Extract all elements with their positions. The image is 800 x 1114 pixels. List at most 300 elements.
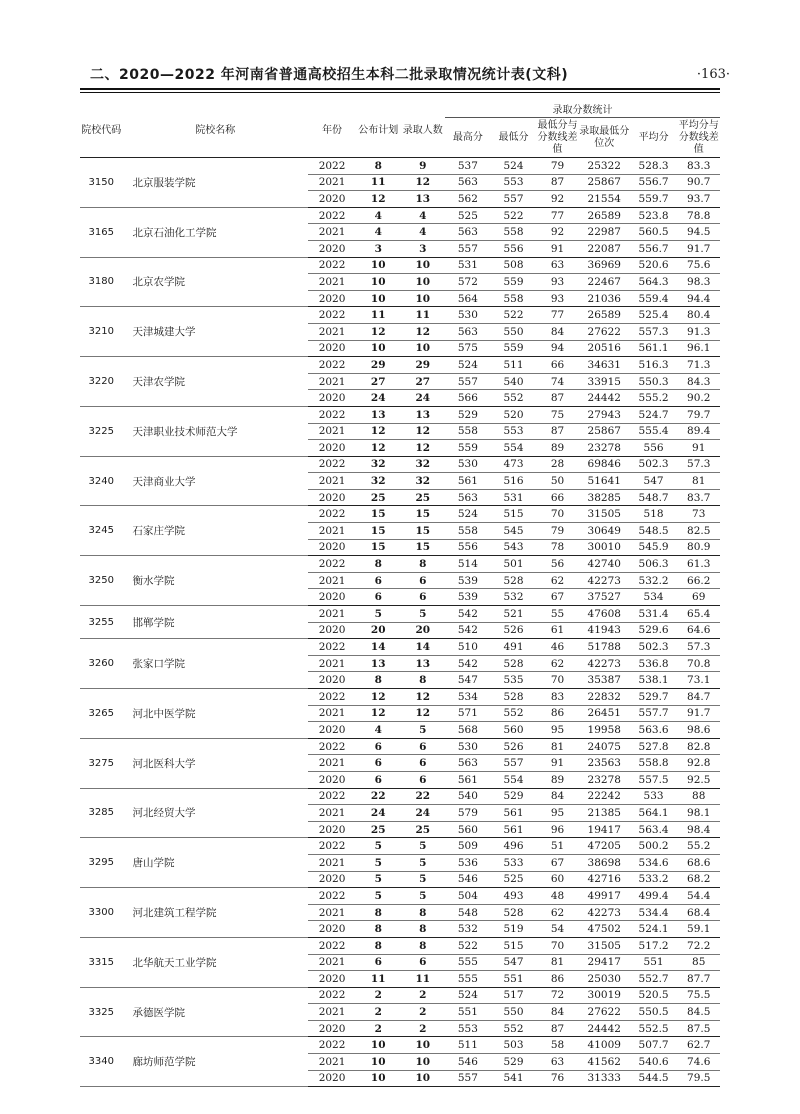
avg-cell: 555.2 (630, 390, 678, 407)
school-code: 3180 (80, 257, 122, 307)
year-cell: 2020 (308, 240, 356, 257)
year-cell: 2020 (308, 539, 356, 556)
min-cell: 557 (491, 191, 537, 208)
admitted-cell: 12 (401, 440, 446, 457)
max-cell: 563 (445, 755, 491, 772)
school-code: 3150 (80, 158, 122, 208)
school-name: 天津城建大学 (122, 307, 308, 357)
avg-cell: 534 (630, 589, 678, 606)
avg-cell: 550.3 (630, 373, 678, 390)
min-cell: 558 (491, 224, 537, 241)
avg-diff-cell: 71.3 (677, 357, 720, 374)
table-row (80, 1037, 720, 1054)
max-cell: 540 (445, 788, 491, 805)
plan-cell: 8 (356, 158, 401, 175)
plan-cell: 6 (356, 738, 401, 755)
min-diff-cell: 50 (536, 473, 578, 490)
plan-cell: 10 (356, 340, 401, 357)
min-cell: 552 (491, 1020, 537, 1037)
col-avg-header: 平均分 (630, 118, 678, 158)
year-cell: 2022 (308, 406, 356, 423)
min-diff-cell: 66 (536, 357, 578, 374)
avg-diff-cell: 91.3 (677, 323, 720, 340)
col-admitted-header: 录取人数 (401, 105, 446, 158)
max-cell: 536 (445, 854, 491, 871)
min-rank-cell: 47608 (579, 606, 630, 623)
table-row (80, 937, 720, 954)
max-cell: 546 (445, 1054, 491, 1071)
avg-cell: 540.6 (630, 1054, 678, 1071)
plan-cell: 22 (356, 788, 401, 805)
min-diff-cell: 91 (536, 755, 578, 772)
avg-diff-cell: 68.6 (677, 854, 720, 871)
admitted-cell: 2 (401, 987, 446, 1004)
avg-diff-cell: 80.4 (677, 307, 720, 324)
max-cell: 557 (445, 373, 491, 390)
table-row (80, 307, 720, 324)
year-cell: 2022 (308, 556, 356, 573)
year-cell: 2021 (308, 904, 356, 921)
col-group-header: 录取分数统计 (445, 105, 720, 118)
school-name: 河北建筑工程学院 (122, 888, 308, 938)
min-rank-cell: 26589 (579, 207, 630, 224)
max-cell: 558 (445, 423, 491, 440)
year-cell: 2020 (308, 672, 356, 689)
min-rank-cell: 22832 (579, 689, 630, 706)
avg-cell: 558.8 (630, 755, 678, 772)
year-cell: 2021 (308, 705, 356, 722)
max-cell: 551 (445, 1004, 491, 1021)
year-cell: 2022 (308, 158, 356, 175)
max-cell: 563 (445, 174, 491, 191)
min-cell: 558 (491, 290, 537, 307)
table-row (80, 357, 720, 374)
year-cell: 2022 (308, 506, 356, 523)
table-row (80, 987, 720, 1004)
min-diff-cell: 84 (536, 1004, 578, 1021)
admitted-cell: 12 (401, 689, 446, 706)
max-cell: 529 (445, 406, 491, 423)
min-cell: 545 (491, 523, 537, 540)
plan-cell: 10 (356, 274, 401, 291)
admitted-cell: 32 (401, 456, 446, 473)
max-cell: 537 (445, 158, 491, 175)
year-cell: 2020 (308, 440, 356, 457)
avg-cell: 520.6 (630, 257, 678, 274)
min-cell: 520 (491, 406, 537, 423)
min-cell: 532 (491, 589, 537, 606)
avg-cell: 547 (630, 473, 678, 490)
plan-cell: 15 (356, 523, 401, 540)
plan-cell: 3 (356, 240, 401, 257)
avg-diff-cell: 93.7 (677, 191, 720, 208)
plan-cell: 2 (356, 1020, 401, 1037)
min-cell: 526 (491, 738, 537, 755)
max-cell: 542 (445, 606, 491, 623)
admitted-cell: 12 (401, 705, 446, 722)
min-cell: 559 (491, 274, 537, 291)
table-row (80, 639, 720, 656)
max-cell: 530 (445, 738, 491, 755)
min-diff-cell: 93 (536, 290, 578, 307)
min-rank-cell: 26589 (579, 307, 630, 324)
min-diff-cell: 67 (536, 854, 578, 871)
min-rank-cell: 26451 (579, 705, 630, 722)
avg-diff-cell: 87.7 (677, 971, 720, 988)
min-diff-cell: 66 (536, 489, 578, 506)
plan-cell: 4 (356, 207, 401, 224)
min-cell: 533 (491, 854, 537, 871)
min-cell: 508 (491, 257, 537, 274)
max-cell: 566 (445, 390, 491, 407)
year-cell: 2022 (308, 357, 356, 374)
plan-cell: 2 (356, 987, 401, 1004)
avg-diff-cell: 75.6 (677, 257, 720, 274)
admission-table (80, 105, 720, 1087)
min-rank-cell: 21036 (579, 290, 630, 307)
avg-cell: 532.2 (630, 572, 678, 589)
admitted-cell: 27 (401, 373, 446, 390)
avg-cell: 518 (630, 506, 678, 523)
min-cell: 522 (491, 307, 537, 324)
min-cell: 503 (491, 1037, 537, 1054)
plan-cell: 6 (356, 589, 401, 606)
school-code: 3315 (80, 937, 122, 987)
school-code: 3250 (80, 556, 122, 606)
school-name: 北京服装学院 (122, 158, 308, 208)
max-cell: 548 (445, 904, 491, 921)
min-rank-cell: 41009 (579, 1037, 630, 1054)
plan-cell: 5 (356, 606, 401, 623)
avg-diff-cell: 84.3 (677, 373, 720, 390)
min-diff-cell: 86 (536, 971, 578, 988)
min-cell: 515 (491, 506, 537, 523)
min-diff-cell: 70 (536, 672, 578, 689)
avg-cell: 556.7 (630, 240, 678, 257)
min-diff-cell: 87 (536, 1020, 578, 1037)
min-diff-cell: 28 (536, 456, 578, 473)
avg-diff-cell: 70.8 (677, 655, 720, 672)
avg-diff-cell: 68.4 (677, 904, 720, 921)
max-cell: 542 (445, 622, 491, 639)
admitted-cell: 10 (401, 1054, 446, 1071)
avg-diff-cell: 64.6 (677, 622, 720, 639)
min-cell: 559 (491, 340, 537, 357)
avg-cell: 560.5 (630, 224, 678, 241)
avg-cell: 561.1 (630, 340, 678, 357)
min-cell: 531 (491, 489, 537, 506)
min-cell: 554 (491, 440, 537, 457)
year-cell: 2022 (308, 937, 356, 954)
col-avg-diff-header: 平均分与分数线差值 (677, 118, 720, 158)
avg-diff-cell: 88 (677, 788, 720, 805)
admitted-cell: 5 (401, 722, 446, 739)
admitted-cell: 5 (401, 606, 446, 623)
year-cell: 2020 (308, 921, 356, 938)
admitted-cell: 25 (401, 489, 446, 506)
min-rank-cell: 31505 (579, 506, 630, 523)
plan-cell: 24 (356, 805, 401, 822)
avg-cell: 563.6 (630, 722, 678, 739)
avg-diff-cell: 84.5 (677, 1004, 720, 1021)
plan-cell: 12 (356, 423, 401, 440)
admitted-cell: 6 (401, 755, 446, 772)
plan-cell: 11 (356, 174, 401, 191)
year-cell: 2020 (308, 622, 356, 639)
avg-cell: 557.3 (630, 323, 678, 340)
year-cell: 2022 (308, 307, 356, 324)
plan-cell: 12 (356, 705, 401, 722)
admitted-cell: 4 (401, 224, 446, 241)
year-cell: 2021 (308, 1004, 356, 1021)
avg-cell: 506.3 (630, 556, 678, 573)
min-diff-cell: 79 (536, 158, 578, 175)
min-rank-cell: 38285 (579, 489, 630, 506)
plan-cell: 8 (356, 937, 401, 954)
avg-diff-cell: 83.3 (677, 158, 720, 175)
min-diff-cell: 79 (536, 523, 578, 540)
avg-diff-cell: 69 (677, 589, 720, 606)
min-cell: 525 (491, 871, 537, 888)
plan-cell: 24 (356, 390, 401, 407)
max-cell: 557 (445, 1070, 491, 1087)
min-cell: 491 (491, 639, 537, 656)
min-diff-cell: 87 (536, 423, 578, 440)
admitted-cell: 5 (401, 838, 446, 855)
admitted-cell: 6 (401, 738, 446, 755)
avg-cell: 528.3 (630, 158, 678, 175)
min-rank-cell: 25867 (579, 174, 630, 191)
max-cell: 525 (445, 207, 491, 224)
admitted-cell: 2 (401, 1004, 446, 1021)
admitted-cell: 10 (401, 274, 446, 291)
plan-cell: 4 (356, 722, 401, 739)
min-rank-cell: 42273 (579, 572, 630, 589)
min-cell: 552 (491, 705, 537, 722)
min-rank-cell: 24442 (579, 390, 630, 407)
year-cell: 2022 (308, 689, 356, 706)
min-diff-cell: 93 (536, 274, 578, 291)
avg-diff-cell: 78.8 (677, 207, 720, 224)
min-diff-cell: 84 (536, 323, 578, 340)
year-cell: 2022 (308, 639, 356, 656)
min-diff-cell: 87 (536, 390, 578, 407)
max-cell: 532 (445, 921, 491, 938)
plan-cell: 5 (356, 888, 401, 905)
avg-diff-cell: 84.7 (677, 689, 720, 706)
avg-cell: 529.6 (630, 622, 678, 639)
year-cell: 2021 (308, 523, 356, 540)
min-diff-cell: 67 (536, 589, 578, 606)
max-cell: 546 (445, 871, 491, 888)
min-rank-cell: 36969 (579, 257, 630, 274)
avg-diff-cell: 92.5 (677, 771, 720, 788)
admitted-cell: 5 (401, 871, 446, 888)
admitted-cell: 6 (401, 589, 446, 606)
avg-cell: 529.7 (630, 689, 678, 706)
admitted-cell: 12 (401, 174, 446, 191)
avg-diff-cell: 98.3 (677, 274, 720, 291)
avg-cell: 538.1 (630, 672, 678, 689)
avg-cell: 525.4 (630, 307, 678, 324)
page-number: ·163· (696, 66, 730, 82)
min-rank-cell: 51641 (579, 473, 630, 490)
admitted-cell: 6 (401, 954, 446, 971)
plan-cell: 32 (356, 456, 401, 473)
admitted-cell: 24 (401, 390, 446, 407)
table-row (80, 689, 720, 706)
avg-diff-cell: 87.5 (677, 1020, 720, 1037)
year-cell: 2020 (308, 390, 356, 407)
plan-cell: 25 (356, 821, 401, 838)
min-diff-cell: 87 (536, 174, 578, 191)
max-cell: 524 (445, 357, 491, 374)
max-cell: 531 (445, 257, 491, 274)
min-cell: 501 (491, 556, 537, 573)
max-cell: 571 (445, 705, 491, 722)
min-cell: 524 (491, 158, 537, 175)
max-cell: 563 (445, 323, 491, 340)
school-code: 3225 (80, 406, 122, 456)
plan-cell: 8 (356, 904, 401, 921)
max-cell: 572 (445, 274, 491, 291)
min-cell: 552 (491, 390, 537, 407)
avg-diff-cell: 57.3 (677, 639, 720, 656)
plan-cell: 14 (356, 639, 401, 656)
plan-cell: 10 (356, 1070, 401, 1087)
min-cell: 529 (491, 788, 537, 805)
avg-diff-cell: 79.5 (677, 1070, 720, 1087)
avg-diff-cell: 74.6 (677, 1054, 720, 1071)
max-cell: 530 (445, 456, 491, 473)
table-row (80, 406, 720, 423)
min-rank-cell: 23278 (579, 771, 630, 788)
year-cell: 2020 (308, 722, 356, 739)
max-cell: 511 (445, 1037, 491, 1054)
min-diff-cell: 77 (536, 207, 578, 224)
admitted-cell: 15 (401, 523, 446, 540)
min-diff-cell: 81 (536, 738, 578, 755)
min-diff-cell: 63 (536, 257, 578, 274)
plan-cell: 6 (356, 572, 401, 589)
avg-cell: 533 (630, 788, 678, 805)
admitted-cell: 10 (401, 1037, 446, 1054)
min-diff-cell: 48 (536, 888, 578, 905)
avg-cell: 556.7 (630, 174, 678, 191)
avg-diff-cell: 61.3 (677, 556, 720, 573)
school-code: 3165 (80, 207, 122, 257)
min-cell: 561 (491, 805, 537, 822)
avg-diff-cell: 96.1 (677, 340, 720, 357)
min-rank-cell: 27622 (579, 1004, 630, 1021)
min-rank-cell: 30019 (579, 987, 630, 1004)
max-cell: 557 (445, 240, 491, 257)
year-cell: 2022 (308, 1037, 356, 1054)
plan-cell: 13 (356, 655, 401, 672)
admitted-cell: 14 (401, 639, 446, 656)
year-cell: 2022 (308, 456, 356, 473)
min-diff-cell: 96 (536, 821, 578, 838)
table-body (80, 158, 720, 1087)
min-rank-cell: 22467 (579, 274, 630, 291)
school-code: 3220 (80, 357, 122, 407)
col-code-header: 院校代码 (80, 105, 122, 158)
min-diff-cell: 76 (536, 1070, 578, 1087)
school-code: 3325 (80, 987, 122, 1037)
min-rank-cell: 51788 (579, 639, 630, 656)
avg-cell: 564.3 (630, 274, 678, 291)
col-min-rank-header: 录取最低分位次 (579, 118, 630, 158)
min-rank-cell: 69846 (579, 456, 630, 473)
min-cell: 519 (491, 921, 537, 938)
school-code: 3285 (80, 788, 122, 838)
avg-diff-cell: 57.3 (677, 456, 720, 473)
min-cell: 516 (491, 473, 537, 490)
year-cell: 2021 (308, 805, 356, 822)
max-cell: 558 (445, 523, 491, 540)
admitted-cell: 12 (401, 423, 446, 440)
max-cell: 563 (445, 489, 491, 506)
min-cell: 528 (491, 572, 537, 589)
admitted-cell: 10 (401, 257, 446, 274)
min-cell: 515 (491, 937, 537, 954)
avg-cell: 557.7 (630, 705, 678, 722)
plan-cell: 13 (356, 406, 401, 423)
year-cell: 2021 (308, 854, 356, 871)
plan-cell: 10 (356, 290, 401, 307)
plan-cell: 4 (356, 224, 401, 241)
school-name: 北京农学院 (122, 257, 308, 307)
plan-cell: 8 (356, 556, 401, 573)
avg-cell: 552.7 (630, 971, 678, 988)
avg-diff-cell: 98.6 (677, 722, 720, 739)
avg-diff-cell: 85 (677, 954, 720, 971)
avg-cell: 563.4 (630, 821, 678, 838)
year-cell: 2021 (308, 954, 356, 971)
year-cell: 2022 (308, 207, 356, 224)
plan-cell: 6 (356, 954, 401, 971)
min-diff-cell: 89 (536, 440, 578, 457)
min-rank-cell: 49917 (579, 888, 630, 905)
min-rank-cell: 34631 (579, 357, 630, 374)
max-cell: 560 (445, 821, 491, 838)
avg-cell: 548.5 (630, 523, 678, 540)
min-rank-cell: 24442 (579, 1020, 630, 1037)
year-cell: 2020 (308, 971, 356, 988)
min-cell: 553 (491, 423, 537, 440)
avg-cell: 548.7 (630, 489, 678, 506)
max-cell: 534 (445, 689, 491, 706)
min-cell: 550 (491, 323, 537, 340)
plan-cell: 10 (356, 1054, 401, 1071)
admitted-cell: 15 (401, 539, 446, 556)
plan-cell: 25 (356, 489, 401, 506)
min-diff-cell: 94 (536, 340, 578, 357)
admitted-cell: 13 (401, 191, 446, 208)
min-cell: 528 (491, 655, 537, 672)
min-diff-cell: 95 (536, 722, 578, 739)
min-rank-cell: 29417 (579, 954, 630, 971)
plan-cell: 8 (356, 921, 401, 938)
min-diff-cell: 56 (536, 556, 578, 573)
min-cell: 561 (491, 821, 537, 838)
min-rank-cell: 22087 (579, 240, 630, 257)
min-diff-cell: 78 (536, 539, 578, 556)
admitted-cell: 6 (401, 771, 446, 788)
avg-cell: 555.4 (630, 423, 678, 440)
col-max-header: 最高分 (445, 118, 491, 158)
year-cell: 2020 (308, 489, 356, 506)
